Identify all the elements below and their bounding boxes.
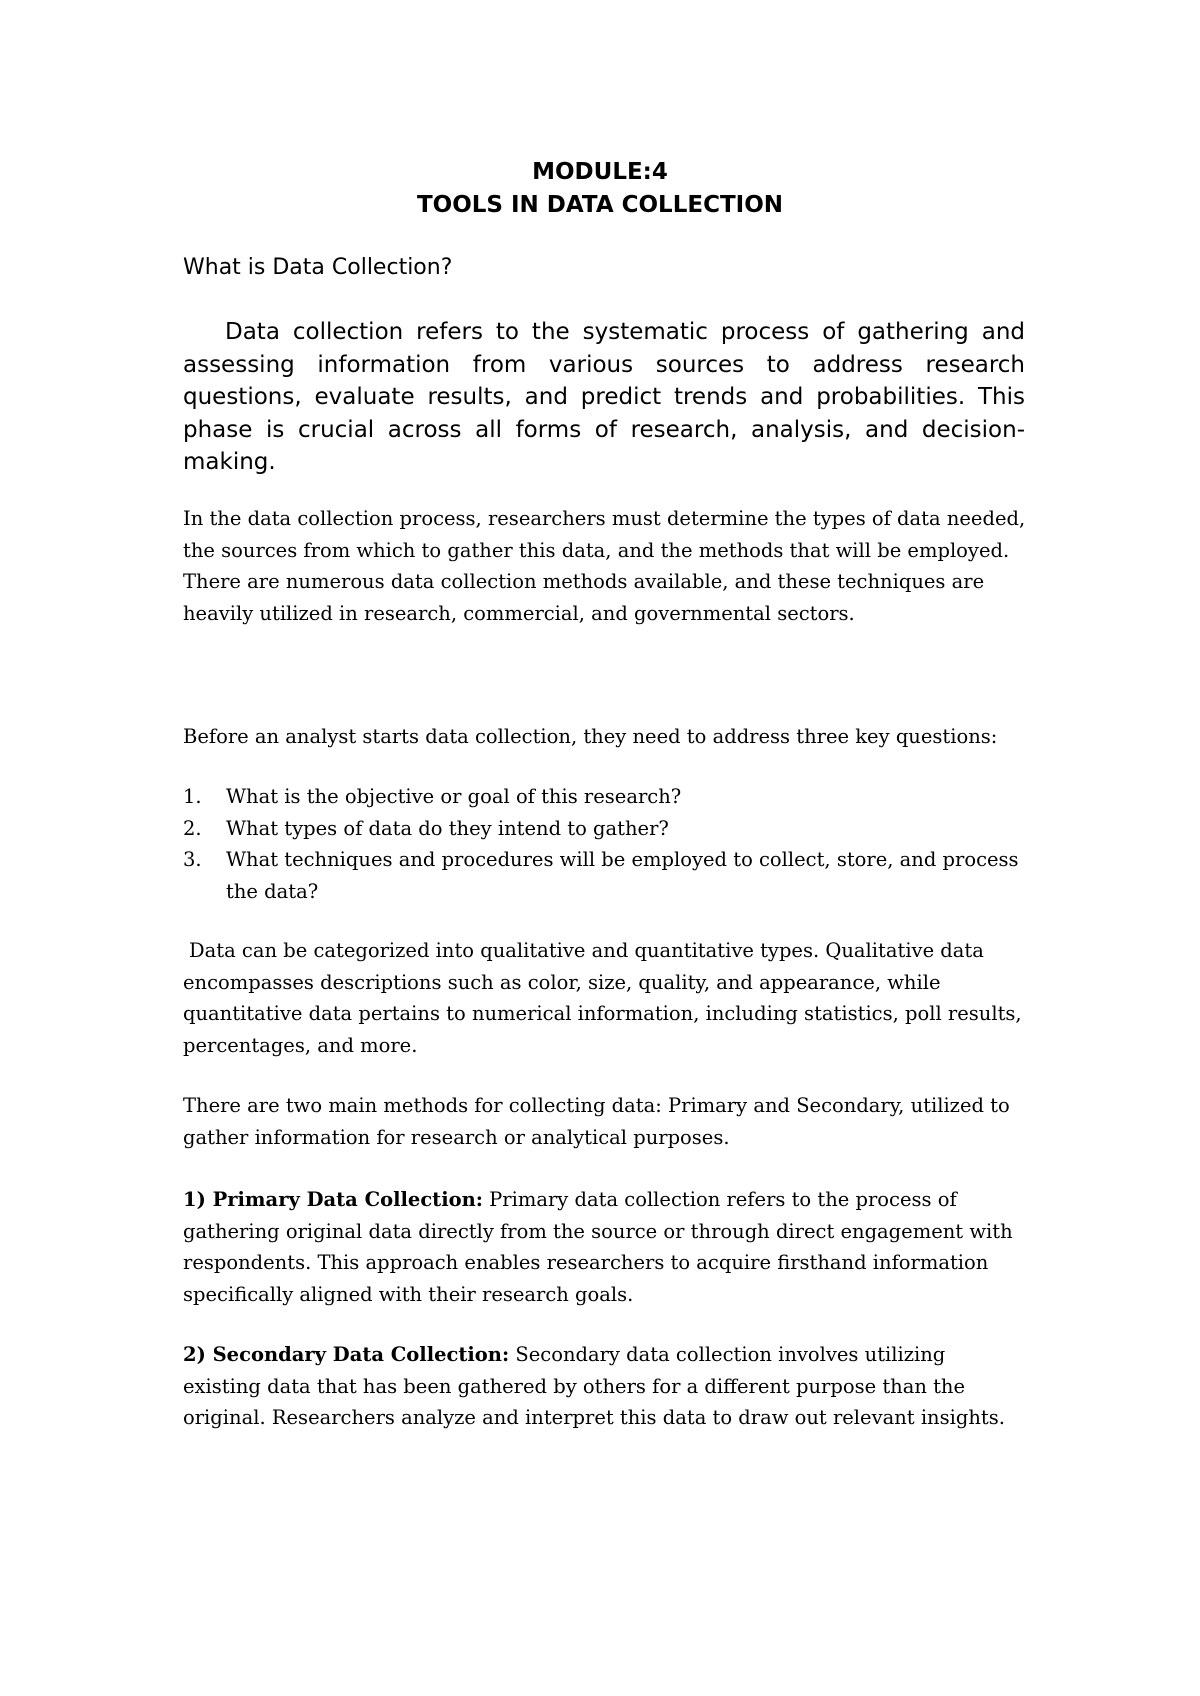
list-item-number: 1. <box>183 785 202 808</box>
key-questions-list <box>183 781 1028 907</box>
methods-paragraph: There are two main methods for collecting data: Primary and Secondary, utilized to gather information for research or analytical purposes. <box>183 1094 1010 1149</box>
primary-collection-paragraph <box>183 1184 1028 1310</box>
secondary-collection-text: Secondary data collection involves utilizing existing data that has been gathered by others for a different purpose than the original. Researchers analyze and interpret this data to draw out relevant insights. <box>183 1343 1005 1429</box>
module-title: TOOLS IN DATA COLLECTION <box>416 192 784 218</box>
primary-collection-label: 1) Primary Data Collection: <box>183 1188 483 1211</box>
module-label: MODULE:4 <box>532 159 668 185</box>
list-item-text: What is the objective or goal of this research? <box>226 785 682 808</box>
list-item-number: 2. <box>183 816 202 840</box>
primary-collection-text: Primary data collection refers to the process of gathering original data directly from the source or through direct engagement with respondents. This approach enables researchers to acquire firsthand information specifically aligned with their research goals. <box>183 1188 1013 1306</box>
intro-paragraph: Data collection refers to the systematic process of gathering and assessing information from various sources to address research questions, evaluate results, and predict trends and probabilities. This phase is crucial across all forms of research, analysis, and decision-making. <box>183 319 1025 475</box>
data-types-paragraph: Data can be categorized into qualitative and quantitative types. Qualitative data encompasses descriptions such as color, size, quality, and appearance, while quantitative data pertains to numerical information, including statistics, poll results, percentages, and more. <box>183 939 1022 1057</box>
process-paragraph: In the data collection process, researchers must determine the types of data needed, the sources from which to gather this data, and the methods that will be employed. There are numerous data collection methods available, and these techniques are heavily utilized in research, commercial, and governmental sectors. <box>183 507 1026 625</box>
list-item <box>183 781 1028 813</box>
key-questions-intro: Before an analyst starts data collection, they need to address three key questions: <box>183 725 998 748</box>
list-item-text: What techniques and procedures will be employed to collect, store, and process the data? <box>226 848 1019 903</box>
secondary-collection-paragraph <box>183 1339 1028 1434</box>
secondary-collection-label: 2) Secondary Data Collection: <box>183 1343 510 1366</box>
list-item <box>183 844 1028 907</box>
list-item <box>183 813 1028 845</box>
list-item-text: What types of data do they intend to gather? <box>226 816 669 840</box>
section-heading: What is Data Collection? <box>183 255 453 280</box>
list-item-number: 3. <box>183 848 202 871</box>
